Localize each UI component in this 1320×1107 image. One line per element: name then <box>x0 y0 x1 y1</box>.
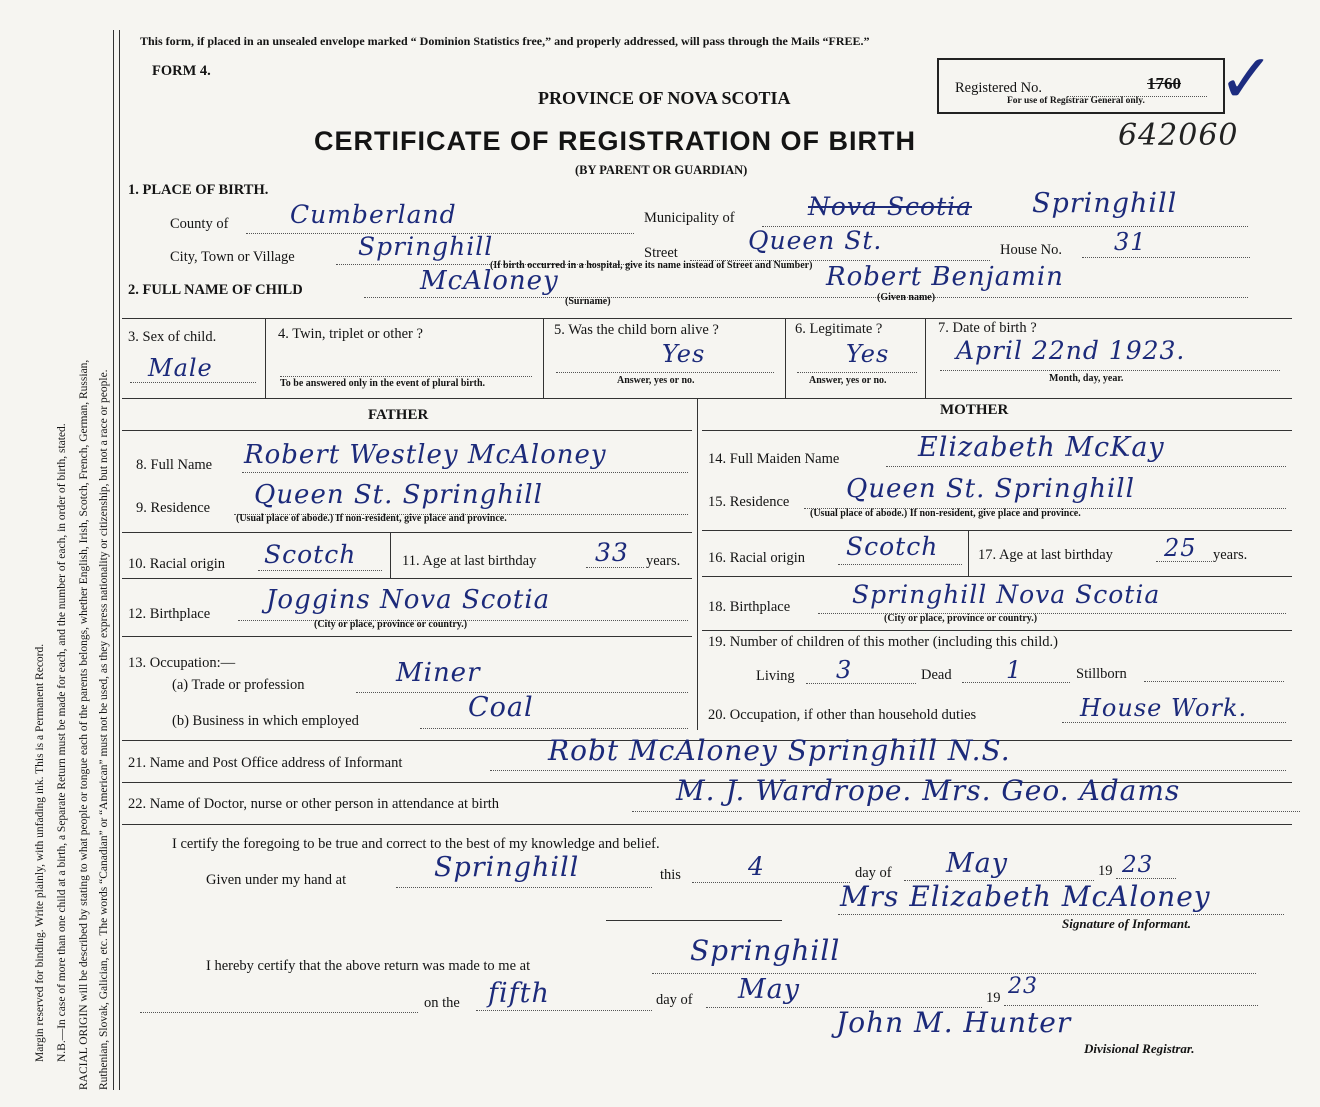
mother-birthplace-label: 18. Birthplace <box>708 599 791 615</box>
father-birthplace-label: 12. Birthplace <box>128 606 211 622</box>
mother-residence-label: 15. Residence <box>708 494 790 510</box>
dead-value: 1 <box>1006 656 1023 684</box>
registered-number-note: For use of Registrar General only. <box>1007 96 1145 106</box>
mother-occupation-value: House Work. <box>1080 694 1248 722</box>
mail-note: This form, if placed in an unsealed envelope marked “ Dominion Statistics free,” and properly addressed, will pass through the Mails “FREE.” <box>140 34 870 48</box>
sex-value: Male <box>148 354 213 382</box>
registered-number-value: 1760 <box>1147 74 1181 93</box>
mother-residence-value: Queen St. Springhill <box>846 474 1135 504</box>
father-heading: FATHER <box>368 407 429 423</box>
informant-label: 21. Name and Post Office address of Informant <box>128 755 403 771</box>
legitimate-caption: Answer, yes or no. <box>809 375 887 386</box>
page-subtitle: (BY PARENT OR GUARDIAN) <box>575 163 748 177</box>
house-value: 31 <box>1114 228 1147 256</box>
father-racial-value: Scotch <box>264 540 357 569</box>
father-trade-label: (a) Trade or profession <box>172 677 305 693</box>
registered-number-label: Registered No. <box>955 80 1042 96</box>
registrar-statement: I hereby certify that the above return was made to me at <box>206 958 531 974</box>
father-trade-value: Miner <box>396 658 481 688</box>
twin-label: 4. Twin, triplet or other ? <box>278 326 423 342</box>
mother-age-label: 17. Age at last birthday <box>978 547 1113 563</box>
certificate-number: 642060 <box>1118 118 1239 153</box>
given-under-label: Given under my hand at <box>206 872 347 888</box>
mother-heading: MOTHER <box>940 402 1009 418</box>
mother-name-label: 14. Full Maiden Name <box>708 451 840 467</box>
this-label: this <box>660 867 681 883</box>
place-of-birth-heading: 1. PLACE OF BIRTH. <box>128 182 269 198</box>
registrar-signature: John M. Hunter <box>836 1006 1072 1039</box>
sex-label: 3. Sex of child. <box>128 329 217 345</box>
father-birthplace-caption: (City or place, province or country.) <box>314 619 468 630</box>
certify-month-value: May <box>946 848 1008 879</box>
registrar-signature-caption: Divisional Registrar. <box>1084 1041 1195 1056</box>
margin-note-1: Margin reserved for binding. Write plainly, with unfading ink. This is a Permanent Record. <box>34 643 46 1062</box>
registrar-day-value: fifth <box>488 978 550 1009</box>
mother-racial-label: 16. Racial origin <box>708 550 806 566</box>
alive-value: Yes <box>662 340 706 368</box>
given-caption: (Given name) <box>877 292 936 303</box>
registrar-year-prefix: 19 <box>986 990 1001 1006</box>
on-the-label: on the <box>424 995 460 1011</box>
father-occupation-label: 13. Occupation:— <box>128 655 236 671</box>
mother-racial-value: Scotch <box>846 532 939 561</box>
margin-rule-outer <box>113 30 114 1090</box>
child-surname-value: McAloney <box>420 266 559 296</box>
mother-birthplace-caption: (City or place, province or country.) <box>884 613 1038 624</box>
city-label: City, Town or Village <box>170 249 295 265</box>
city-value: Springhill <box>358 232 494 261</box>
registrar-place-value: Springhill <box>690 934 841 967</box>
father-name-label: 8. Full Name <box>136 457 213 473</box>
father-name-value: Robert Westley McAloney <box>244 440 607 470</box>
margin-note-4: Ruthenian, Slovak, Galician, etc. The words “Canadian” or “American” must not be used, as they express nationality or citizenship, but not a race or people. <box>98 369 110 1090</box>
father-birthplace-value: Joggins Nova Scotia <box>266 585 551 615</box>
legitimate-label: 6. Legitimate ? <box>795 321 883 337</box>
mother-birthplace-value: Springhill Nova Scotia <box>852 580 1161 609</box>
informant-value: Robt McAloney Springhill N.S. <box>548 734 1011 767</box>
doctor-value: M. J. Wardrope. Mrs. Geo. Adams <box>676 774 1181 807</box>
margin-rule-inner <box>119 30 120 1090</box>
dob-label: 7. Date of birth ? <box>938 320 1037 336</box>
mother-age-value: 25 <box>1164 534 1197 562</box>
mother-age-unit: years. <box>1213 547 1248 563</box>
living-value: 3 <box>836 656 853 684</box>
certify-day-value: 4 <box>748 852 765 881</box>
check-mark: ✓ <box>1218 40 1276 119</box>
certify-statement: I certify the foregoing to be true and correct to the best of my knowledge and belief. <box>172 836 660 852</box>
margin-note-3: RACIAL ORIGIN will be described by stating to what people or tongue each of the parents belongs, whether English, Irish, Scotch, French, German, Russian, <box>78 359 90 1090</box>
dead-label: Dead <box>921 667 952 683</box>
county-value: Cumberland <box>290 200 457 229</box>
dob-caption: Month, day, year. <box>1049 373 1124 384</box>
municipality-value: Springhill <box>1032 188 1178 219</box>
legitimate-value: Yes <box>846 340 890 368</box>
certify-year-value: 23 <box>1122 852 1154 878</box>
living-label: Living <box>756 668 795 684</box>
father-residence-caption: (Usual place of abode.) If non-resident, give place and province. <box>236 513 507 524</box>
informant-signature: Mrs Elizabeth McAloney <box>840 880 1211 913</box>
father-business-label: (b) Business in which employed <box>172 713 359 729</box>
hospital-note: (If birth occurred in a hospital, give its name instead of Street and Number) <box>490 260 813 271</box>
page-title: CERTIFICATE OF REGISTRATION OF BIRTH <box>314 126 916 156</box>
registrar-month-value: May <box>738 974 800 1005</box>
alive-label: 5. Was the child born alive ? <box>554 322 719 338</box>
province-heading: PROVINCE OF NOVA SCOTIA <box>538 88 791 108</box>
informant-signature-caption: Signature of Informant. <box>1062 916 1191 931</box>
municipality-label: Municipality of <box>644 210 735 226</box>
surname-caption: (Surname) <box>565 296 611 307</box>
margin-note-2: N.B.—In case of more than one child at a birth, a Separate Return must be made for each, and the number of each, in order of birth, stated. <box>56 423 68 1062</box>
dob-value: April 22nd 1923. <box>956 336 1186 365</box>
stillborn-label: Stillborn <box>1076 666 1127 682</box>
registrar-day-of-label: day of <box>656 992 693 1008</box>
street-label: Street <box>644 245 678 261</box>
mother-name-value: Elizabeth McKay <box>918 432 1165 463</box>
father-racial-label: 10. Racial origin <box>128 556 226 572</box>
alive-caption: Answer, yes or no. <box>617 375 695 386</box>
street-value: Queen St. <box>748 226 883 255</box>
father-age-unit: years. <box>646 553 681 569</box>
mother-residence-caption: (Usual place of abode.) If non-resident, give place and province. <box>810 508 1081 519</box>
father-business-value: Coal <box>468 692 534 723</box>
father-residence-value: Queen St. Springhill <box>254 480 543 510</box>
father-residence-label: 9. Residence <box>136 500 211 516</box>
municipality-struck: Nova Scotia <box>808 192 973 221</box>
registered-number-box <box>937 58 1225 114</box>
certify-day-of-label: day of <box>855 865 892 881</box>
mother-occupation-label: 20. Occupation, if other than household duties <box>708 707 977 723</box>
child-name-label: 2. FULL NAME OF CHILD <box>128 282 303 298</box>
father-age-label: 11. Age at last birthday <box>402 553 537 569</box>
form-number: FORM 4. <box>152 63 211 79</box>
mother-children-label: 19. Number of children of this mother (including this child.) <box>708 634 1058 650</box>
child-given-value: Robert Benjamin <box>826 262 1064 292</box>
registrar-year-value: 23 <box>1008 974 1038 999</box>
twin-caption: To be answered only in the event of plural birth. <box>280 378 486 389</box>
county-label: County of <box>170 216 229 232</box>
certify-year-prefix: 19 <box>1098 863 1113 879</box>
house-label: House No. <box>1000 242 1063 258</box>
doctor-label: 22. Name of Doctor, nurse or other person in attendance at birth <box>128 796 500 812</box>
father-age-value: 33 <box>595 538 629 567</box>
given-place-value: Springhill <box>434 852 580 883</box>
